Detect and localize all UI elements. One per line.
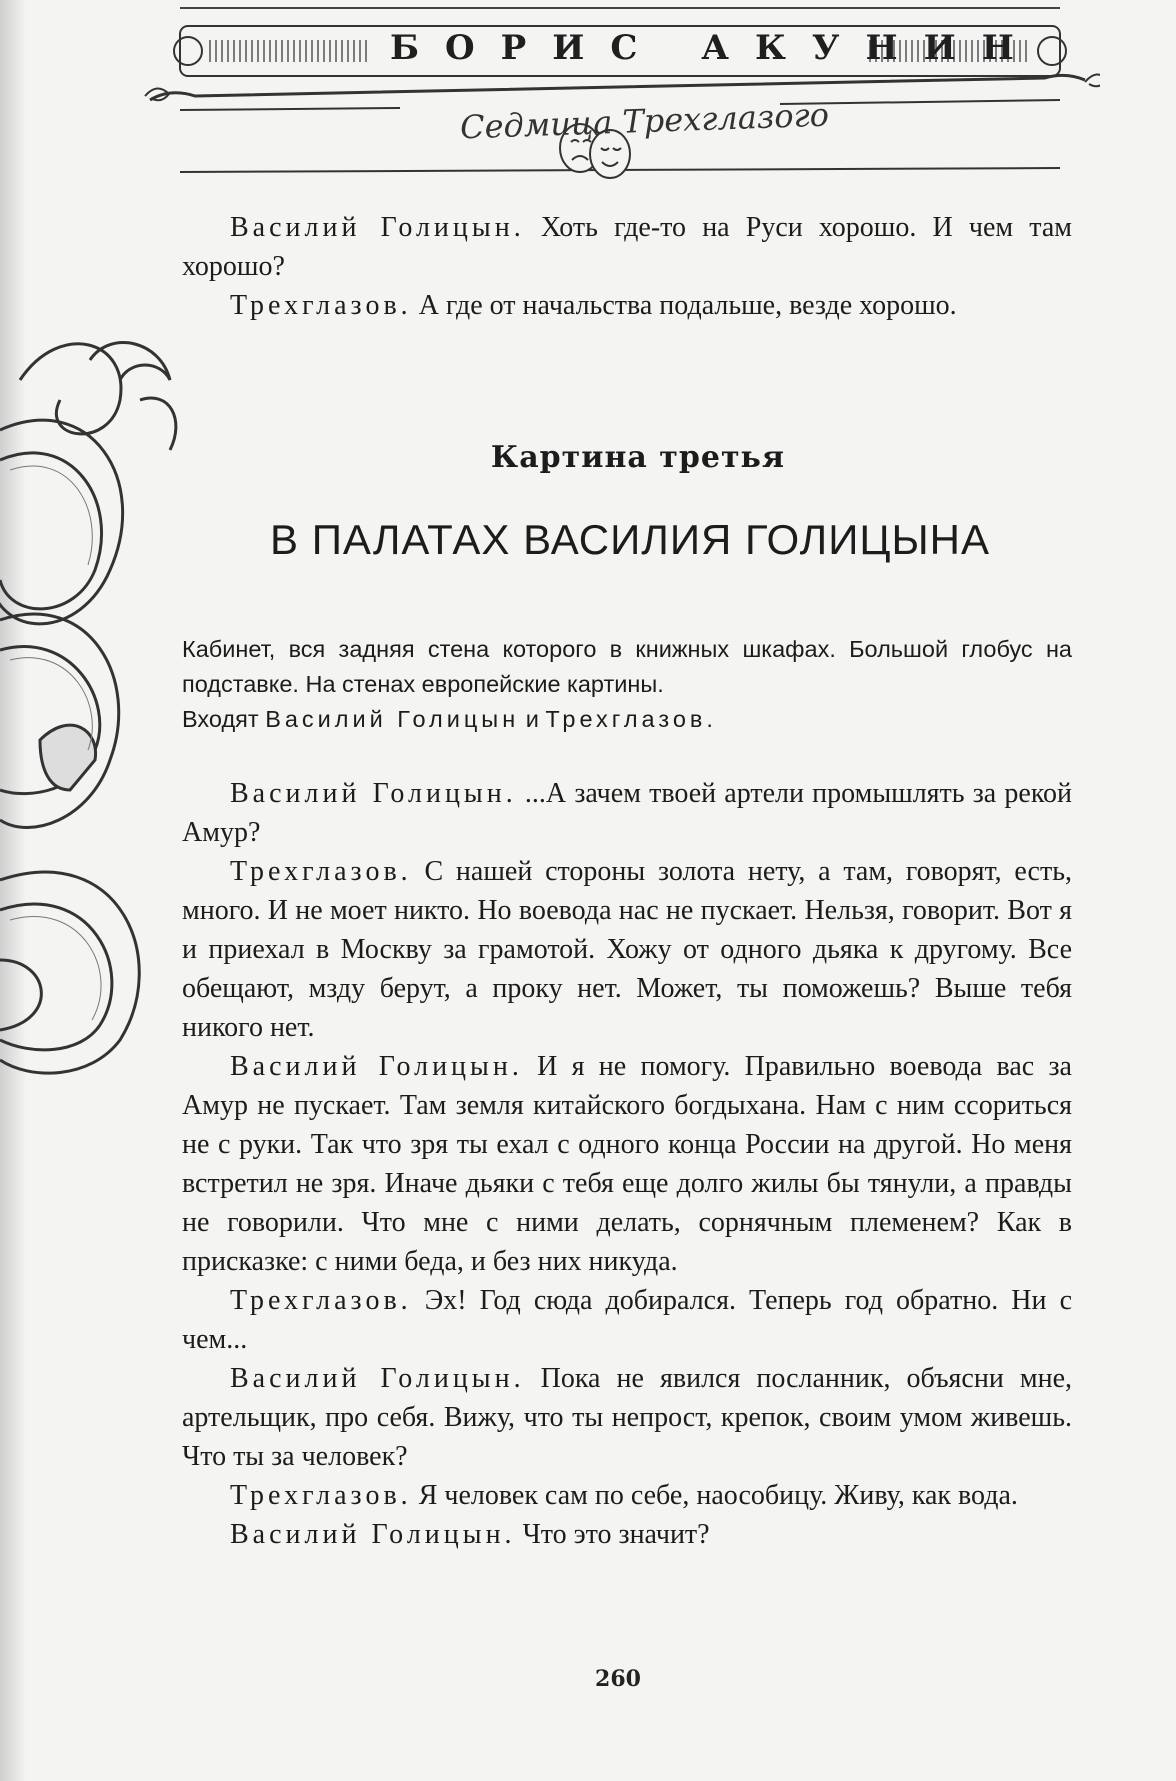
speaker: Василий Голицын. [230,778,517,809]
replica [182,1281,1072,1359]
speaker: Василий Голицын. [230,1363,525,1394]
replica-text: Что это значит? [515,1519,710,1550]
page-header [140,0,1100,215]
scene-title: В ПАЛАТАХ ВАСИЛИЯ ГОЛИЦЫНА [270,516,990,563]
opening-line-2 [182,286,1072,325]
replica-text: А где от начальства подальше, везде хорошо. [411,290,957,321]
stage-direction-line-1: Кабинет, вся задняя стена которого в книжных шкафах. Большой глобус на подставке. На стенах европейские картины. [182,636,1072,697]
stage-speaker-1: Василий Голицын [265,706,520,732]
book-title: Седмица Трехглазого [459,95,830,147]
replica [182,1359,1072,1476]
opening-line-1 [182,208,1072,286]
replica [182,852,1072,1047]
page-number: 260 [595,1666,641,1692]
speaker: Василий Голицын. [230,1051,523,1082]
stage-text: . [706,706,713,732]
replica [182,1515,1072,1554]
replica-text: Пока не явился посланник, объясни мне, артельщик, про себя. Вижу, что ты непрост, крепок, своим умом живешь. Что ты за человек? [182,1363,1072,1472]
stage-text: и [519,706,546,732]
speaker: Трехглазов. [230,1285,412,1316]
replica [182,1476,1072,1515]
stage-direction [182,632,1072,737]
replica-text: С нашей стороны золота нету, а там, говорят, есть, много. И не моет никто. Но воевода нас не пускает. Нельзя, говорит. Вот я и приехал в Москву за грамотой. Хожу от одного дьяка к другому. Все обещают, мзду берут, а проку нет. Может, ты поможешь? Выше тебя никого нет. [182,856,1072,1043]
speaker: Василий Голицын. [230,212,525,243]
speaker: Василий Голицын. [230,1519,516,1550]
serpent-ornament [0,320,190,1080]
scene-label: Картина третья [490,440,786,475]
stage-speaker-2: Трехглазов [545,706,707,732]
replica-text: И я не помогу. Правильно воевода вас за Амур не пускает. Там земля китайского богдыхана. Нам с ним ссориться не с руки. Так что зря ты ехал с одного конца России на другой. Но меня встретил не зря. Иначе дьяки с тебя еще долго жилы бы тянули, а правды не говорили. Что мне с ними делать, сорнячным племенем? Как в присказке: с ними беда, и без них никуда. [182,1051,1072,1277]
replica-text: Эх! Год сюда добирался. Теперь год обратно. Ни с чем... [182,1285,1072,1355]
dialogue [182,774,1072,1554]
replica-text: Хоть где-то на Руси хорошо. И чем там хорошо? [182,212,1072,282]
stage-text: Входят [182,706,266,732]
stage-direction-line-2 [182,702,1072,737]
replica [182,1047,1072,1281]
speaker: Трехглазов. [230,856,412,887]
replica [182,774,1072,852]
author-name: БОРИС АКУНИН [390,28,1040,68]
speaker: Трехглазов. [230,290,412,321]
replica-text: ...А зачем твоей артели промышлять за рекой Амур? [182,778,1072,848]
opening-dialogue [182,208,1072,325]
speaker: Трехглазов. [230,1480,412,1511]
replica-text: Я человек сам по себе, наособицу. Живу, как вода. [411,1480,1018,1511]
